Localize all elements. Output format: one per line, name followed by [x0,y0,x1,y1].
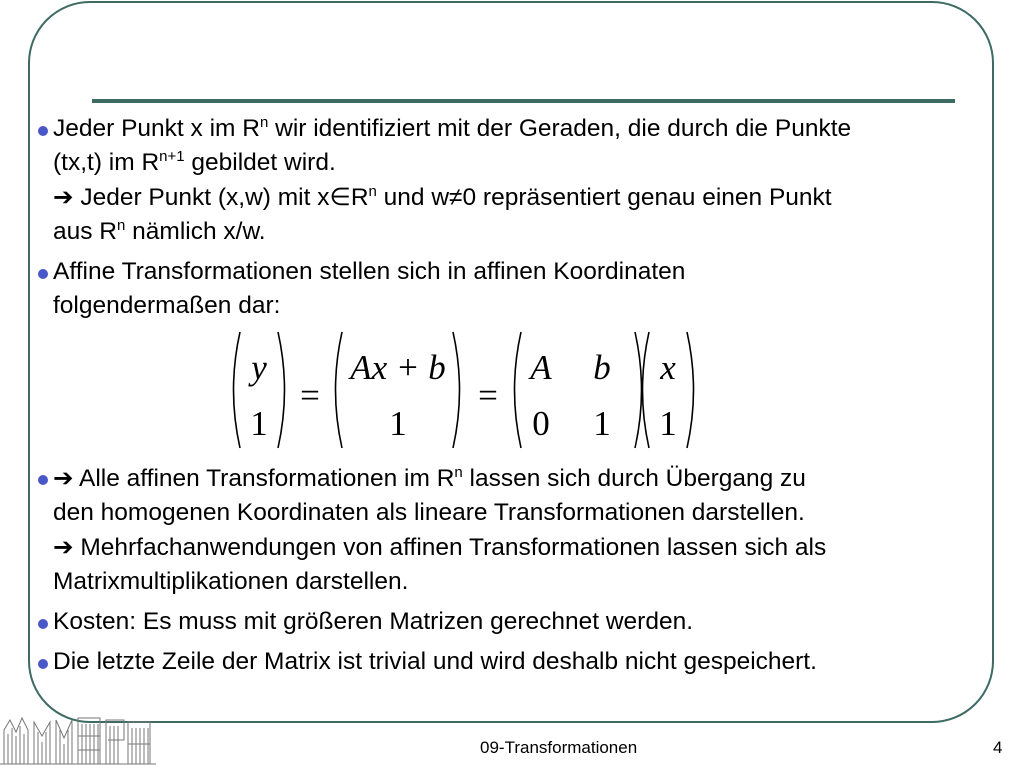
arrow-icon: ➔ [53,532,74,561]
bullet-point-1 [36,112,988,249]
bullet-3-line-1: ➔ Alle affinen Transformationen im $R^n$ lassen sich durch Übergang zu [53,463,806,492]
arrow-icon: ➔ [53,463,74,492]
paren-left-1 [234,332,241,448]
equals-sign-2: = [478,376,498,415]
footer-title: 09-Transformationen [480,738,638,757]
bullet-dot [38,126,48,136]
vector-y: y [251,348,267,387]
bullet-4-text: Kosten: Es muss mit größeren Matrizen gerechnet werden. [53,608,694,635]
bullet-3-line-3: ➔ Mehrfachanwendungen von affinen Transformationen lassen sich als [53,532,827,561]
bullet-5-text: Die letzte Zeile der Matrix ist trivial und wird deshalb nicht gespeichert. [53,648,817,675]
arrow-icon: ➔ [53,182,74,211]
vector-3-one: 1 [659,404,677,443]
expression-ax-plus-b: Ax + b [350,348,446,387]
title-underline [92,99,955,103]
paren-right-4 [687,332,694,448]
bullet-1-line-4: aus $R^n$ nämlich x/w. [53,217,266,245]
paren-left-4 [643,332,650,448]
paren-left-2 [336,332,343,448]
vector-x: x [660,348,676,387]
bullet-1-line-3: ➔ Jeder Punkt (x,w) mit $x\in R^n$ und w≠0 repräsentiert genau einen Punkt [53,182,832,211]
bullet-point-2 [36,255,988,323]
bullet-3-line-4: Matrixmultiplikationen darstellen. [53,568,409,595]
bullet-3-line-2: den homogenen Koordinaten als lineare Transformationen darstellen. [53,499,805,526]
bullet-dot [38,269,48,279]
bullet-point-5 [36,645,988,679]
institute-logo-icon [0,710,156,768]
formula-svg [226,327,706,459]
bullet-dot [38,475,48,485]
bullet-dot [38,659,48,669]
homogeneous-coordinates-formula [36,323,988,461]
vector-1-one: 1 [250,404,268,443]
paren-right-1 [278,332,285,448]
page-number: 4 [993,738,1003,757]
matrix-a: A [530,348,552,387]
bullet-point-3 [36,461,988,599]
slide-body [36,112,988,679]
matrix-b: b [593,348,611,387]
matrix-zero: 0 [532,404,550,443]
bullet-1-line-1: Jeder Punkt x im $R^n$ wir identifiziert mit der Geraden, die durch die Punkte [53,114,852,142]
paren-right-3 [635,332,642,448]
bullet-point-4 [36,605,988,639]
bullet-1-line-2: (tx,t) im $R^{n+1}$ gebildet wird. [53,148,336,176]
paren-left-3 [515,332,522,448]
paren-right-2 [453,332,460,448]
vector-2-one: 1 [389,404,407,443]
matrix-one: 1 [593,404,611,443]
equals-sign-1: = [300,376,320,415]
bullet-2-line-2: folgendermaßen dar: [53,292,281,319]
bullet-2-line-1: Affine Transformationen stellen sich in affinen Koordinaten [53,258,686,285]
bullet-dot [38,619,48,629]
